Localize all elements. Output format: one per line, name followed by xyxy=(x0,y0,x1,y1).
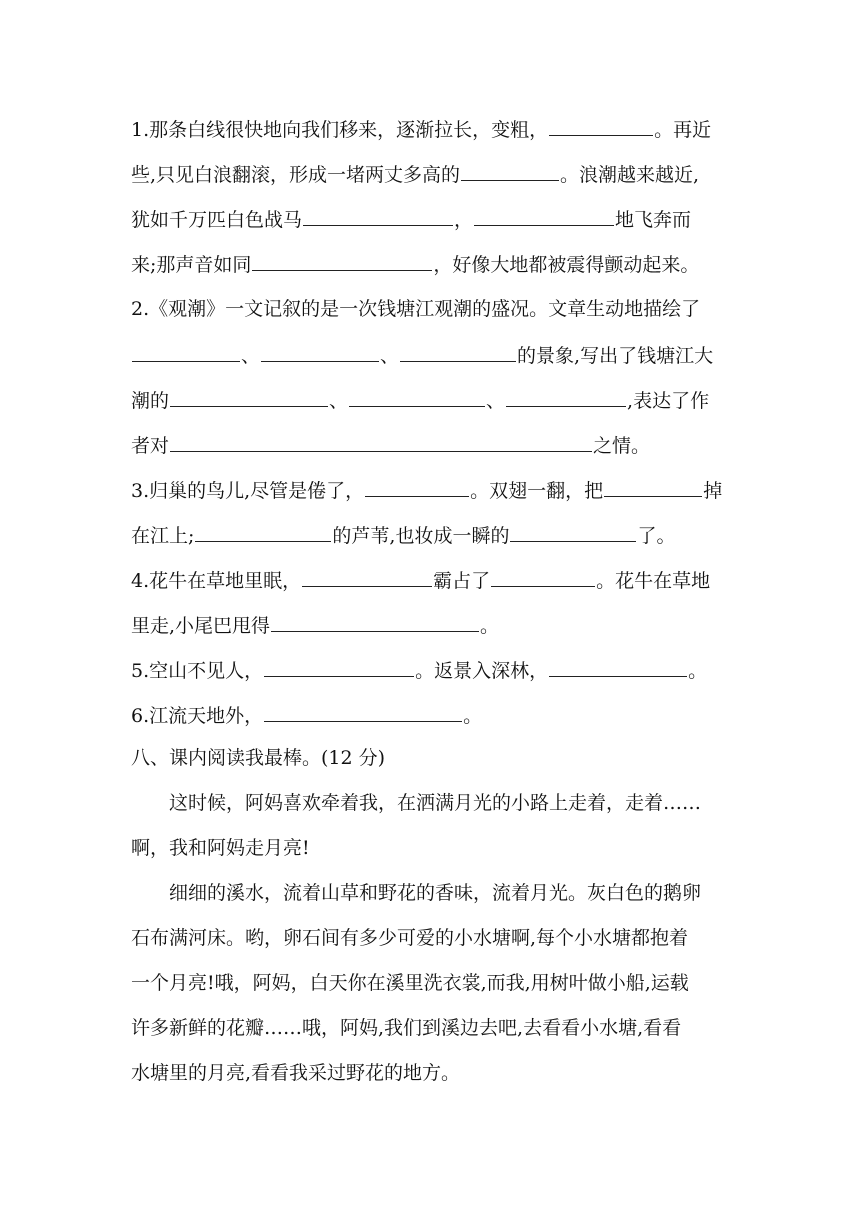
q5-text: 。返景入深林， xyxy=(415,660,549,682)
passage-line xyxy=(131,835,310,861)
q3-text: 。双翅一翻，把 xyxy=(470,480,604,502)
q1-text: 来;那声音如同 xyxy=(131,254,252,276)
q2-text: 、 xyxy=(241,345,261,367)
passage-text: 啊，我和阿妈走月亮! xyxy=(131,837,310,859)
q2-text: 、 xyxy=(380,345,400,367)
q3-text: 的芦苇,也妆成一瞬的 xyxy=(332,525,510,547)
q4-line-2 xyxy=(131,611,499,639)
answer-blank[interactable] xyxy=(264,656,414,677)
q6-text: 6.江流天地外， xyxy=(131,705,264,727)
q1-text: 地飞奔而 xyxy=(615,209,692,231)
answer-blank[interactable] xyxy=(549,115,653,136)
answer-blank[interactable] xyxy=(132,341,240,362)
passage-line xyxy=(131,1015,681,1041)
q2-text: 潮的 xyxy=(131,390,170,412)
passage-line xyxy=(131,1060,460,1086)
answer-blank[interactable] xyxy=(400,341,516,362)
q2-line-4 xyxy=(131,431,650,459)
passage-line xyxy=(131,925,688,951)
passage-text: 一个月亮!哦，阿妈，白天你在溪里洗衣裳,而我,用树叶做小船,运载 xyxy=(131,972,689,994)
q1-text: 犹如千万匹白色战马 xyxy=(131,209,303,231)
q3-text: 在江上; xyxy=(131,525,195,547)
passage-line xyxy=(131,970,689,996)
answer-blank[interactable] xyxy=(303,205,453,226)
q1-text: ，好像大地都被震得颤动起来。 xyxy=(433,254,700,276)
answer-blank[interactable] xyxy=(252,250,432,271)
q5-text: 。 xyxy=(688,660,708,682)
answer-blank[interactable] xyxy=(474,205,614,226)
q6-line xyxy=(131,701,482,729)
q1-text: 些,只见白浪翻滚，形成一堵两丈多高的 xyxy=(131,164,461,186)
q1-text: ， xyxy=(454,209,474,231)
q2-text: 者对 xyxy=(131,435,170,457)
q1-line-4 xyxy=(131,250,699,278)
answer-blank[interactable] xyxy=(349,386,485,407)
q1-line-2 xyxy=(131,160,699,188)
q2-text: 、 xyxy=(486,390,506,412)
q3-text: 3.归巢的鸟儿,尽管是倦了， xyxy=(131,480,365,502)
q1-text: 。浪潮越来越近, xyxy=(560,164,700,186)
answer-blank[interactable] xyxy=(491,566,595,587)
answer-blank[interactable] xyxy=(170,386,328,407)
section-8-heading xyxy=(131,745,385,771)
q5-line xyxy=(131,656,707,684)
answer-blank[interactable] xyxy=(506,386,626,407)
q1-line-3 xyxy=(131,205,691,233)
passage-line xyxy=(169,880,701,906)
q3-text: 掉 xyxy=(703,480,723,502)
q4-text: 4.花牛在草地里眠， xyxy=(131,570,302,592)
q1-line-1 xyxy=(131,115,711,143)
passage-text: 这时候，阿妈喜欢牵着我，在洒满月光的小路上走着，走着…… xyxy=(169,792,702,814)
answer-blank[interactable] xyxy=(264,701,462,722)
answer-blank[interactable] xyxy=(271,611,479,632)
passage-text: 石布满河床。哟，卵石间有多少可爱的小水塘啊,每个小水塘都抱着 xyxy=(131,927,689,949)
answer-blank[interactable] xyxy=(365,476,469,497)
q5-text: 5.空山不见人， xyxy=(131,660,264,682)
q2-text: 、 xyxy=(329,390,349,412)
answer-blank[interactable] xyxy=(195,521,331,542)
answer-blank[interactable] xyxy=(604,476,702,497)
q2-text: ,表达了作 xyxy=(627,390,710,412)
q2-text: 之情。 xyxy=(593,435,651,457)
answer-blank[interactable] xyxy=(302,566,432,587)
q2-text: 2.《观潮》一文记叙的是一次钱塘江观潮的盛况。文章生动地描绘了 xyxy=(131,298,701,320)
answer-blank[interactable] xyxy=(461,160,559,181)
q2-line-1 xyxy=(131,296,700,322)
passage-line xyxy=(169,790,701,816)
q6-text: 。 xyxy=(463,705,483,727)
q1-text: 1.那条白线很快地向我们移来，逐渐拉长，变粗， xyxy=(131,119,549,141)
q2-line-2 xyxy=(131,341,713,369)
q4-text: 霸占了 xyxy=(433,570,491,592)
q3-line-2 xyxy=(131,521,675,549)
q2-line-3 xyxy=(131,386,709,414)
q1-text: 。再近 xyxy=(654,119,712,141)
answer-blank[interactable] xyxy=(261,341,379,362)
q4-text: 里走,小尾巴甩得 xyxy=(131,615,271,637)
q3-line-1 xyxy=(131,476,722,504)
section-heading-text: 八、课内阅读我最棒。(12 分) xyxy=(131,747,386,769)
q3-text: 了。 xyxy=(637,525,676,547)
passage-text: 许多新鲜的花瓣……哦，阿妈,我们到溪边去吧,去看看小水塘,看看 xyxy=(131,1017,682,1039)
q4-text: 。花牛在草地 xyxy=(596,570,711,592)
passage-text: 水塘里的月亮,看看我采过野花的地方。 xyxy=(131,1062,461,1084)
q4-text: 。 xyxy=(480,615,500,637)
answer-blank[interactable] xyxy=(549,656,687,677)
answer-blank[interactable] xyxy=(510,521,636,542)
passage-text: 细细的溪水，流着山草和野花的香味，流着月光。灰白色的鹅卵 xyxy=(169,882,702,904)
q2-text: 的景象,写出了钱塘江大 xyxy=(517,345,714,367)
answer-blank[interactable] xyxy=(170,431,592,452)
q4-line-1 xyxy=(131,566,710,594)
